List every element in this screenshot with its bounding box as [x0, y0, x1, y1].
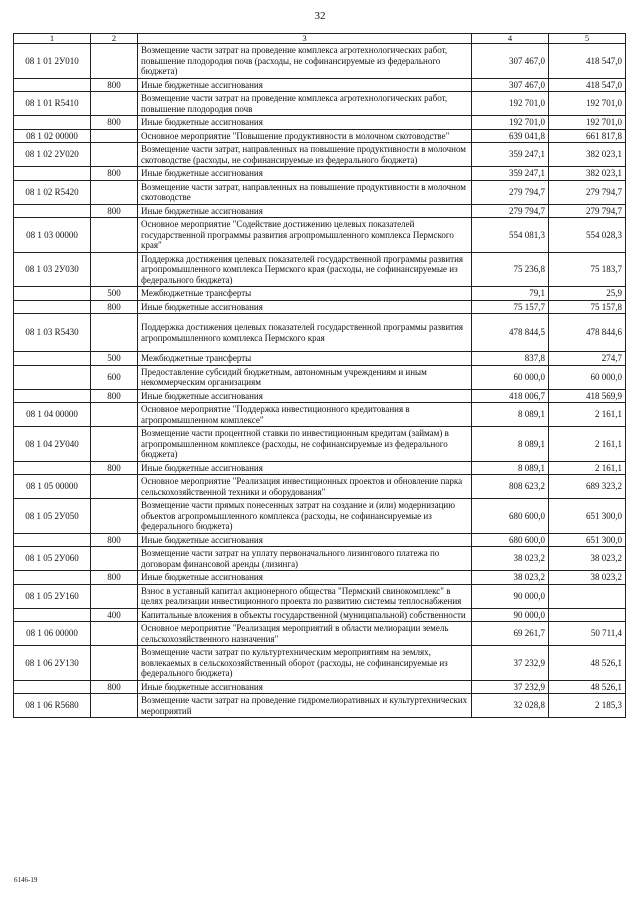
amount-year1-cell: 60 000,0 [472, 365, 549, 389]
item-name-cell: Иные бюджетные ассигнования [138, 571, 472, 585]
expense-type-cell [91, 44, 138, 79]
budget-code-cell [14, 571, 91, 585]
budget-code-cell: 08 1 06 00000 [14, 622, 91, 646]
item-name-cell: Поддержка достижения целевых показателей государственной программы развития агропромышленного комплекса Пермского края [138, 314, 472, 352]
item-name-cell: Взнос в уставный капитал акционерного общества "Пермский свинокомплекс" в целях реализации инвестиционного проекта по развитию системы теплоснабжения [138, 584, 472, 608]
table-row [14, 571, 626, 585]
amount-year1-cell: 37 232,9 [472, 646, 549, 681]
item-name-cell: Иные бюджетные ассигнования [138, 116, 472, 130]
budget-code-cell: 08 1 06 2У130 [14, 646, 91, 681]
expense-type-cell: 800 [91, 680, 138, 694]
table-row [14, 314, 626, 352]
amount-year2-cell: 382 023,1 [549, 143, 626, 167]
expense-type-cell [91, 129, 138, 143]
expense-type-cell: 800 [91, 571, 138, 585]
expense-type-cell [91, 547, 138, 571]
column-header: 5 [549, 34, 626, 44]
budget-code-cell [14, 204, 91, 218]
expense-type-cell [91, 584, 138, 608]
amount-year2-cell: 38 023,2 [549, 571, 626, 585]
amount-year1-cell: 680 600,0 [472, 499, 549, 534]
amount-year1-cell: 359 247,1 [472, 167, 549, 181]
budget-code-cell: 08 1 06 R5680 [14, 694, 91, 718]
table-row [14, 143, 626, 167]
table-row [14, 389, 626, 403]
expense-type-cell: 500 [91, 352, 138, 366]
item-name-cell: Возмещение части затрат на проведение комплекса агротехнологических работ, повышение плодородия почв [138, 92, 472, 116]
amount-year1-cell: 359 247,1 [472, 143, 549, 167]
amount-year1-cell: 75 157,7 [472, 300, 549, 314]
amount-year1-cell: 90 000,0 [472, 584, 549, 608]
item-name-cell: Иные бюджетные ассигнования [138, 389, 472, 403]
budget-code-cell [14, 167, 91, 181]
amount-year2-cell: 382 023,1 [549, 167, 626, 181]
table-row [14, 167, 626, 181]
amount-year1-cell: 837,8 [472, 352, 549, 366]
item-name-cell: Иные бюджетные ассигнования [138, 204, 472, 218]
amount-year1-cell: 79,1 [472, 287, 549, 301]
budget-code-cell: 08 1 05 00000 [14, 475, 91, 499]
amount-year1-cell: 90 000,0 [472, 608, 549, 622]
table-row [14, 365, 626, 389]
amount-year1-cell: 307 467,0 [472, 44, 549, 79]
table-row [14, 92, 626, 116]
amount-year2-cell: 75 157,8 [549, 300, 626, 314]
table-row [14, 78, 626, 92]
amount-year1-cell: 38 023,2 [472, 571, 549, 585]
expense-type-cell: 600 [91, 365, 138, 389]
page-number: 32 [314, 10, 326, 22]
amount-year2-cell: 661 817,8 [549, 129, 626, 143]
amount-year1-cell: 192 701,0 [472, 92, 549, 116]
table-row [14, 427, 626, 462]
item-name-cell: Основное мероприятие "Реализация мероприятий в области мелиорации земель сельскохозяйственного назначения" [138, 622, 472, 646]
item-name-cell: Иные бюджетные ассигнования [138, 300, 472, 314]
item-name-cell: Иные бюджетные ассигнования [138, 533, 472, 547]
amount-year2-cell: 50 711,4 [549, 622, 626, 646]
budget-code-cell: 08 1 05 2У160 [14, 584, 91, 608]
expense-type-cell: 800 [91, 300, 138, 314]
amount-year1-cell: 554 081,3 [472, 218, 549, 253]
item-name-cell: Возмещение части затрат на уплату первоначального лизингового платежа по договорам финансовой аренды (лизинга) [138, 547, 472, 571]
budget-code-cell [14, 389, 91, 403]
item-name-cell: Иные бюджетные ассигнования [138, 461, 472, 475]
expense-type-cell [91, 694, 138, 718]
amount-year1-cell: 680 600,0 [472, 533, 549, 547]
item-name-cell: Возмещение части затрат, направленных на повышение продуктивности в молочном скотоводстве [138, 180, 472, 204]
expense-type-cell [91, 403, 138, 427]
budget-code-cell [14, 365, 91, 389]
budget-code-cell [14, 680, 91, 694]
item-name-cell: Предоставление субсидий бюджетным, автономным учреждениям и иным некоммерческим организациям [138, 365, 472, 389]
item-name-cell: Межбюджетные трансферты [138, 352, 472, 366]
amount-year2-cell: 38 023,2 [549, 547, 626, 571]
table-row [14, 475, 626, 499]
amount-year1-cell: 279 794,7 [472, 180, 549, 204]
table-row [14, 352, 626, 366]
item-name-cell: Основное мероприятие "Реализация инвестиционных проектов и обновление парка сельскохозяйственной техники и оборудования" [138, 475, 472, 499]
amount-year1-cell: 808 623,2 [472, 475, 549, 499]
table-row [14, 622, 626, 646]
expense-type-cell [91, 218, 138, 253]
budget-code-cell [14, 352, 91, 366]
column-header: 1 [14, 34, 91, 44]
table-row [14, 403, 626, 427]
amount-year2-cell: 418 569,9 [549, 389, 626, 403]
table-row [14, 129, 626, 143]
table-row [14, 547, 626, 571]
amount-year1-cell: 418 006,7 [472, 389, 549, 403]
amount-year2-cell: 418 547,0 [549, 44, 626, 79]
budget-code-cell [14, 287, 91, 301]
expense-type-cell: 400 [91, 608, 138, 622]
table-row [14, 116, 626, 130]
amount-year2-cell: 274,7 [549, 352, 626, 366]
item-name-cell: Межбюджетные трансферты [138, 287, 472, 301]
expense-type-cell [91, 475, 138, 499]
column-header: 3 [138, 34, 472, 44]
amount-year2-cell: 2 161,1 [549, 427, 626, 462]
amount-year1-cell: 279 794,7 [472, 204, 549, 218]
budget-code-cell: 08 1 05 2У050 [14, 499, 91, 534]
amount-year1-cell: 192 701,0 [472, 116, 549, 130]
amount-year2-cell: 75 183,7 [549, 252, 626, 287]
item-name-cell: Возмещение части затрат на проведение гидромелиоративных и культуртехнических мероприятий [138, 694, 472, 718]
budget-table [13, 33, 626, 718]
budget-code-cell [14, 300, 91, 314]
expense-type-cell: 800 [91, 167, 138, 181]
expense-type-cell: 800 [91, 533, 138, 547]
table-row [14, 533, 626, 547]
budget-code-cell: 08 1 03 00000 [14, 218, 91, 253]
expense-type-cell: 500 [91, 287, 138, 301]
amount-year2-cell: 279 794,7 [549, 180, 626, 204]
expense-type-cell [91, 622, 138, 646]
budget-code-cell: 08 1 03 2У030 [14, 252, 91, 287]
expense-type-cell [91, 499, 138, 534]
table-row [14, 680, 626, 694]
amount-year2-cell: 2 161,1 [549, 461, 626, 475]
item-name-cell: Основное мероприятие "Содействие достижению целевых показателей государственной программы развития агропромышленного комплекса Пермского края" [138, 218, 472, 253]
budget-code-cell: 08 1 01 2У010 [14, 44, 91, 79]
table-row [14, 252, 626, 287]
amount-year1-cell: 8 089,1 [472, 427, 549, 462]
expense-type-cell [91, 314, 138, 352]
item-name-cell: Иные бюджетные ассигнования [138, 78, 472, 92]
item-name-cell: Возмещение части затрат на проведение комплекса агротехнологических работ, повышение плодородия почв (расходы, не софинансируемые из федерального бюджета) [138, 44, 472, 79]
table-row [14, 180, 626, 204]
table-row [14, 646, 626, 681]
budget-code-cell: 08 1 03 R5430 [14, 314, 91, 352]
amount-year2-cell: 25,9 [549, 287, 626, 301]
item-name-cell: Поддержка достижения целевых показателей государственной программы развития агропромышленного комплекса Пермского края (расходы, не софинансируемые из федерального бюджета) [138, 252, 472, 287]
amount-year1-cell: 38 023,2 [472, 547, 549, 571]
amount-year1-cell: 75 236,8 [472, 252, 549, 287]
amount-year2-cell: 651 300,0 [549, 533, 626, 547]
expense-type-cell [91, 427, 138, 462]
table-row [14, 218, 626, 253]
item-name-cell: Возмещение части затрат, направленных на повышение продуктивности в молочном скотоводстве (расходы, не софинансируемые из федерального бюджета) [138, 143, 472, 167]
column-header: 2 [91, 34, 138, 44]
expense-type-cell: 800 [91, 78, 138, 92]
table-row [14, 584, 626, 608]
table-row [14, 287, 626, 301]
budget-code-cell: 08 1 02 00000 [14, 129, 91, 143]
item-name-cell: Возмещение части прямых понесенных затрат на создание и (или) модернизацию объектов агропромышленного комплекса (расходы, не софинансируемые из федерального бюджета) [138, 499, 472, 534]
amount-year1-cell: 8 089,1 [472, 403, 549, 427]
expense-type-cell [91, 92, 138, 116]
item-name-cell: Основное мероприятие "Поддержка инвестиционного кредитования в агропромышленном комплексе" [138, 403, 472, 427]
amount-year2-cell: 2 185,3 [549, 694, 626, 718]
expense-type-cell [91, 646, 138, 681]
item-name-cell: Возмещение части затрат по культуртехническим мероприятиям на землях, вовлекаемых в сельскохозяйственный оборот (расходы, не софинансируемые из федерального бюджета) [138, 646, 472, 681]
document-code: 6146-19 [14, 876, 38, 884]
amount-year1-cell: 69 261,7 [472, 622, 549, 646]
table-row [14, 499, 626, 534]
amount-year2-cell: 279 794,7 [549, 204, 626, 218]
expense-type-cell: 800 [91, 461, 138, 475]
amount-year2-cell: 2 161,1 [549, 403, 626, 427]
amount-year2-cell: 60 000,0 [549, 365, 626, 389]
budget-code-cell: 08 1 04 2У040 [14, 427, 91, 462]
amount-year1-cell: 307 467,0 [472, 78, 549, 92]
amount-year2-cell [549, 608, 626, 622]
amount-year2-cell: 478 844,6 [549, 314, 626, 352]
amount-year2-cell: 689 323,2 [549, 475, 626, 499]
budget-code-cell: 08 1 05 2У060 [14, 547, 91, 571]
amount-year1-cell: 639 041,8 [472, 129, 549, 143]
expense-type-cell [91, 180, 138, 204]
table-row [14, 694, 626, 718]
amount-year2-cell: 418 547,0 [549, 78, 626, 92]
item-name-cell: Иные бюджетные ассигнования [138, 680, 472, 694]
expense-type-cell: 800 [91, 116, 138, 130]
expense-type-cell [91, 143, 138, 167]
budget-code-cell [14, 116, 91, 130]
budget-code-cell: 08 1 02 R5420 [14, 180, 91, 204]
item-name-cell: Иные бюджетные ассигнования [138, 167, 472, 181]
item-name-cell: Возмещение части процентной ставки по инвестиционным кредитам (займам) в агропромышленном комплексе (расходы, не софинансируемые из федерального бюджета) [138, 427, 472, 462]
table-row [14, 204, 626, 218]
budget-code-cell [14, 461, 91, 475]
amount-year2-cell: 192 701,0 [549, 92, 626, 116]
amount-year1-cell: 32 028,8 [472, 694, 549, 718]
table-row [14, 300, 626, 314]
item-name-cell: Капитальные вложения в объекты государственной (муниципальной) собственности [138, 608, 472, 622]
item-name-cell: Основное мероприятие "Повышение продуктивности в молочном скотоводстве" [138, 129, 472, 143]
table-row [14, 461, 626, 475]
budget-code-cell [14, 533, 91, 547]
expense-type-cell: 800 [91, 389, 138, 403]
amount-year2-cell: 48 526,1 [549, 646, 626, 681]
table-row [14, 608, 626, 622]
amount-year1-cell: 8 089,1 [472, 461, 549, 475]
amount-year2-cell: 554 028,3 [549, 218, 626, 253]
amount-year2-cell [549, 584, 626, 608]
expense-type-cell [91, 252, 138, 287]
header-row [14, 34, 626, 44]
column-header: 4 [472, 34, 549, 44]
budget-code-cell: 08 1 04 00000 [14, 403, 91, 427]
amount-year2-cell: 48 526,1 [549, 680, 626, 694]
amount-year2-cell: 192 701,0 [549, 116, 626, 130]
amount-year1-cell: 37 232,9 [472, 680, 549, 694]
amount-year1-cell: 478 844,5 [472, 314, 549, 352]
budget-code-cell: 08 1 02 2У020 [14, 143, 91, 167]
expense-type-cell: 800 [91, 204, 138, 218]
amount-year2-cell: 651 300,0 [549, 499, 626, 534]
budget-code-cell: 08 1 01 R5410 [14, 92, 91, 116]
budget-code-cell [14, 608, 91, 622]
table-row [14, 44, 626, 79]
budget-code-cell [14, 78, 91, 92]
